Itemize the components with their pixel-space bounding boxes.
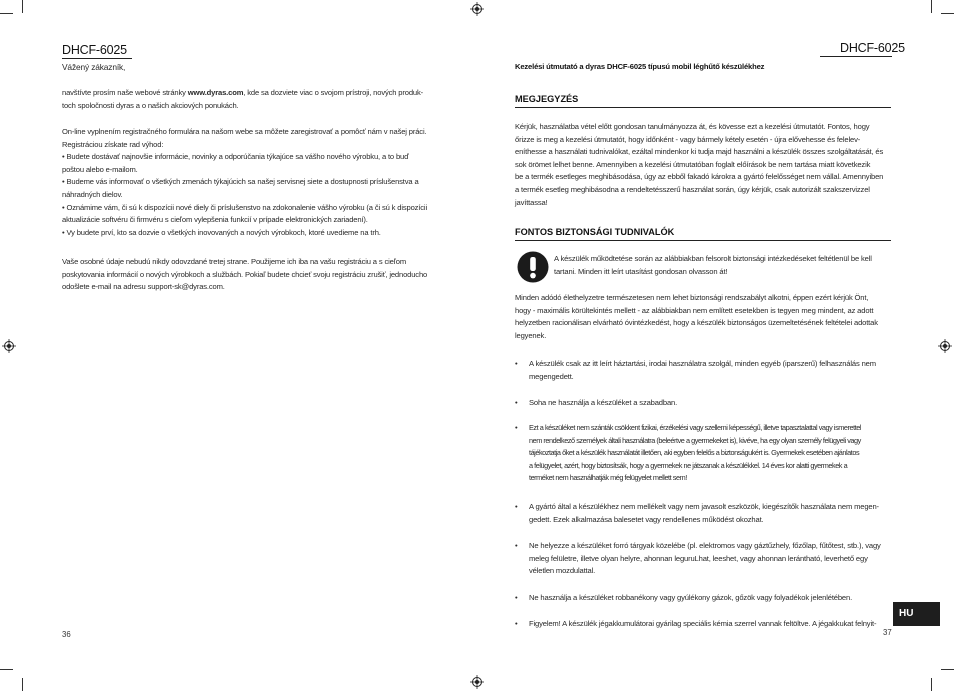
warning-text (554, 253, 894, 278)
bullet-line: A készülék csak az itt leírt háztartási, irodai használatra szolgál, minden egyéb (iparszerű) felhasználás nem (529, 359, 876, 368)
note-line: eníthesse a használati tudnivalókat, ezáltal mindenkor ki tudja majd használni a készülék összes szolgáltatását, és (515, 147, 884, 157)
reg-line: • Vy budete prví, kto sa dozvie o všetkých inovovaných a nových výrobkoch, ktoré uvedieme na trh. (62, 227, 381, 237)
manual-title: Kezelési útmutató a dyras DHCF-6025 típusú mobil léghűtő készülékhez (515, 62, 765, 71)
crosshair-registration-icon (470, 2, 484, 16)
note-line: sok örömet lelhet benne. Amennyiben a kezelési útmutatóban foglalt előírások be nem tartása miatt következik (515, 159, 871, 169)
crop-mark (931, 678, 932, 691)
safety-heading: FONTOS BIZTONSÁGI TUDNIVALÓK (515, 227, 675, 237)
header-rule-left (62, 58, 132, 59)
note-heading-rule (515, 107, 891, 108)
intro-pre: navštívte prosím naše webové stránky (62, 88, 188, 97)
note-line: a termék esetleg meghibásodna a rendeltetésszerű használat során, úgy kérjük, csak autorizált szakszervizzel (515, 184, 870, 194)
bullet-line: véletlen mozdulattal. (529, 566, 596, 576)
note-line: javíttassa! (515, 197, 548, 207)
bullet-line: Soha ne használja a készüléket a szabadban. (529, 398, 678, 407)
general-line: Minden adódó élethelyzetre természetesen nem lehet biztonsági rendszabályt alkotni, éppen ezért kérjük Önt, (515, 293, 869, 302)
crop-mark (941, 669, 954, 670)
model-header-left: DHCF-6025 (62, 43, 127, 57)
warning-line: tartani. Minden itt leírt utasítást gondosan olvasson át! (554, 266, 728, 276)
bullet-line: Ezt a készüléket nem szánták csökkent fizikai, érzékelési vagy szellemi képességű, illetve tapasztalattal vagy ismerettel (529, 423, 862, 432)
bullet-line: Ne használja a készüléket robbanékony vagy gyúlékony gázok, gőzök vagy folyadékok jelenlétében. (529, 593, 853, 602)
intro-post: , kde sa dozviete viac o svojom prístroji, nových produk- (243, 88, 424, 97)
privacy-line: odošlete e-mail na adresu support-sk@dyras.com. (62, 282, 225, 292)
bullet-line: Figyelem! A készülék jégakkumulátorai gyárilag speciális kémia szerrel vannak feltöltve. A jégakkukat felnyit- (529, 619, 877, 628)
intro-paragraph (62, 87, 452, 112)
bullet-dot: • (515, 423, 518, 432)
crop-mark (0, 13, 13, 14)
bullet-dot: • (515, 359, 518, 368)
bullet-dot: • (515, 502, 518, 511)
note-line: őrizze is meg a kezelési útmutatót, hogy időnként - vagy bármely kétely esetén - újra elővehesse és felelev- (515, 134, 861, 144)
reg-line: poštou alebo e-mailom. (62, 164, 138, 174)
crosshair-registration-icon (2, 339, 16, 353)
intro-line: toch spoločnosti dyras a o našich akciových ponukách. (62, 100, 239, 110)
general-line: legyenek. (515, 330, 547, 340)
note-line: Kérjük, használatba vétel előtt gondosan tanulmányozza át, és kövesse ezt a kezelési útmutatót. Fontos, hogy (515, 122, 870, 131)
bullet-dot: • (515, 398, 518, 407)
privacy-paragraph (62, 256, 462, 294)
greeting: Vážený zákazník, (62, 62, 126, 72)
privacy-line: poskytovania informácií o nových výrobkoch a službách. Pokiaľ budete chcieť svoju registráciu zrušiť, jednoducho (62, 269, 428, 279)
crop-mark (22, 0, 23, 13)
crop-mark (931, 0, 932, 13)
general-paragraph (515, 292, 895, 342)
bullet-line: Ne helyezze a készüléket forró tárgyak közelébe (pl. elektromos vagy gáztűzhely, főzőlap, fűtőtest, stb.), vagy (529, 541, 881, 550)
reg-line: • Budete dostávať najnovšie informácie, novinky a odporúčania týkajúce sa vášho nového výrobku, a to buď (62, 152, 409, 162)
language-tab: HU (893, 602, 940, 626)
website-link[interactable]: www.dyras.com (187, 88, 244, 97)
crop-mark (941, 13, 954, 14)
reg-line: aktualizácie softvéru či firmvéru s cieľom vylepšenia funkcií v prípade elektronických zariadení). (62, 215, 368, 225)
bullet-dot: • (515, 593, 518, 602)
privacy-line: Vaše osobné údaje nebudú nikdy odovzdané tretej strane. Použijeme ich iba na vašu registráciu a s cieľom (62, 257, 407, 266)
general-line: helyzetben racionálisan elvárható óvintézkedést, hogy a készülék biztonságos üzemeltetésének feltételei adottak (515, 318, 878, 328)
header-rule-right (820, 56, 892, 57)
note-heading: MEGJEGYZÉS (515, 94, 579, 104)
crosshair-registration-icon (938, 339, 952, 353)
bullet-line: gedett. Ezek alkalmazása balesetet vagy rendellenes működést okozhat. (529, 514, 764, 524)
bullet-dot: • (515, 541, 518, 550)
note-paragraph (515, 121, 895, 209)
bullet-line: a felügyelet, azért, hogy biztosítsák, hogy a gyermekek ne játszanak a készülékkel. 14 éves kor alatti gyermekek a (529, 460, 848, 470)
warning-line: A készülék működtetése során az alábbiakban felsorolt biztonsági intézkedéseket feltétlenül be kell (554, 254, 872, 263)
exclamation-warning-icon (517, 251, 549, 283)
general-line: hogy - maximális körültekintés mellett - az alábbiakban nem említett esetekben is tegyen meg mindent, az adott (515, 305, 874, 315)
reg-line: • Oznámime vám, či sú k dispozícii nové diely či príslušenstvo na zdokonalenie vášho výrobku (a či sú k dispozícii (62, 202, 427, 212)
page-number-left: 36 (62, 630, 71, 639)
crop-mark (0, 669, 13, 670)
safety-heading-rule (515, 240, 891, 241)
reg-line: náhradných dielov. (62, 189, 123, 199)
bullet-line: meleg felületre, illetve olyan helyre, ahonnan leguruLhat, leeshet, vagy ahonnan lerántható, leverhető egy (529, 553, 868, 563)
reg-line: Registráciou získate rad výhod: (62, 139, 164, 149)
bullet-line: tájékoztatja őket a készülék használatát illetően, aki egyben felelős a biztonságukért is. Gyermekek esetében ajánlatos (529, 448, 860, 458)
crop-mark (22, 678, 23, 691)
bullet-line: A gyártó által a készülékhez nem mellékelt vagy nem javasolt eszközök, kiegészítők használata nem megen- (529, 502, 879, 511)
bullet-line: megengedett. (529, 371, 574, 381)
page-number-right: 37 (883, 628, 892, 637)
bullet-dot: • (515, 619, 518, 628)
note-line: be a termék esetleges meghibásodása, úgy az ebből fakadó károkra a gyártó felelősséget nem vállal. Amennyiben (515, 172, 884, 182)
bullet-line: nem rendelkező személyek általi használatra (beleértve a gyermekeket is), kivéve, ha egy olyan személy felügyeli vagy (529, 435, 861, 445)
model-header-right: DHCF-6025 (840, 41, 905, 55)
registration-paragraph (62, 126, 462, 239)
reg-line: On-line vyplnením registračného formulára na našom webe sa môžete zaregistrovať a pomôcť nám v našej práci. (62, 127, 427, 136)
bullet-line: terméket nem használhatják még felügyelet mellett sem! (529, 473, 687, 483)
reg-line: • Budeme vás informovať o všetkých zmenách týkajúcich sa našej servisnej siete a dostupnosti príslušenstva a (62, 177, 419, 187)
crosshair-registration-icon (470, 675, 484, 689)
